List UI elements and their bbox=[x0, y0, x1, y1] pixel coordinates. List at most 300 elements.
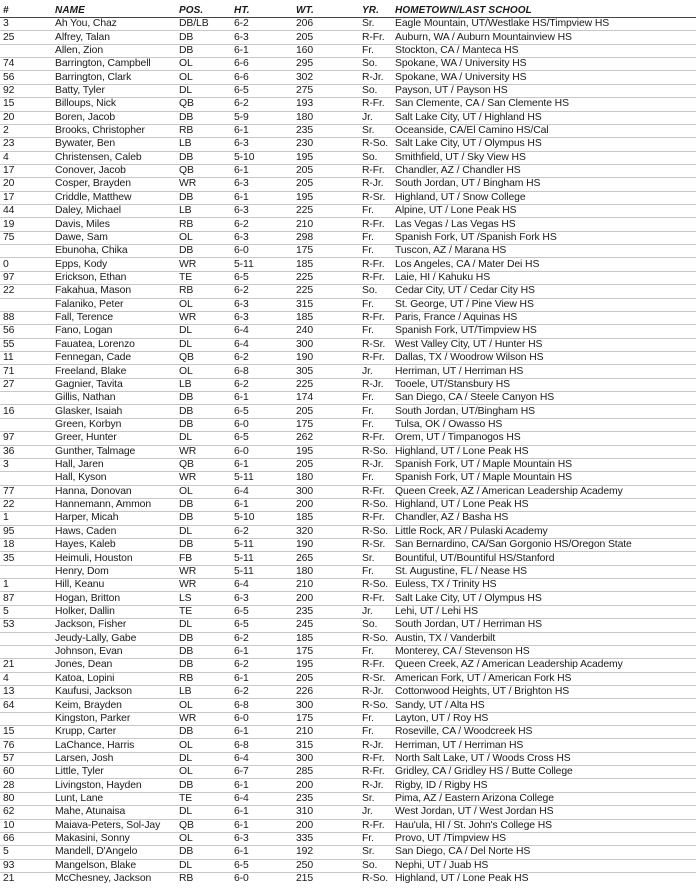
cell-number: 75 bbox=[0, 231, 52, 244]
cell-name: Larsen, Josh bbox=[52, 752, 176, 765]
table-row bbox=[0, 685, 696, 698]
cell-name: Alfrey, Talan bbox=[52, 31, 176, 44]
table-row bbox=[0, 498, 696, 511]
cell-name: Barrington, Clark bbox=[52, 71, 176, 84]
cell-number: 93 bbox=[0, 859, 52, 872]
cell-height: 5-11 bbox=[231, 472, 293, 485]
cell-year: R-Sr. bbox=[359, 539, 392, 552]
cell-position: FB bbox=[176, 552, 231, 565]
cell-height: 5-11 bbox=[231, 258, 293, 271]
cell-number: 18 bbox=[0, 539, 52, 552]
cell-year: R-So. bbox=[359, 525, 392, 538]
cell-number: 5 bbox=[0, 846, 52, 859]
cell-name: Mandell, D'Angelo bbox=[52, 846, 176, 859]
cell-number: 55 bbox=[0, 338, 52, 351]
cell-number: 36 bbox=[0, 445, 52, 458]
cell-number: 66 bbox=[0, 832, 52, 845]
cell-position: WR bbox=[176, 472, 231, 485]
cell-name: McChesney, Jackson bbox=[55, 873, 152, 885]
cell-height: 6-8 bbox=[231, 739, 293, 752]
cell-position: WR bbox=[176, 445, 231, 458]
cell-year: Fr. bbox=[359, 245, 392, 258]
cell-year: R-So. bbox=[359, 498, 392, 511]
cell-position: LB bbox=[176, 138, 231, 151]
cell-height: 6-3 bbox=[231, 138, 293, 151]
cell-height: 6-2 bbox=[231, 659, 293, 672]
cell-hometown: Cottonwood Heights, UT / Brighton HS bbox=[392, 685, 696, 698]
cell-name: Mahe, Atunaisa bbox=[52, 806, 176, 819]
cell-weight: 205 bbox=[293, 405, 359, 418]
cell-height: 6-3 bbox=[231, 832, 293, 845]
cell-year: Fr. bbox=[359, 205, 392, 218]
cell-position: DB/LB bbox=[176, 18, 231, 31]
cell-height: 6-4 bbox=[231, 579, 293, 592]
cell-height: 5-10 bbox=[231, 512, 293, 525]
cell-position: OL bbox=[176, 485, 231, 498]
cell-number: 76 bbox=[0, 739, 52, 752]
cell-height: 6-8 bbox=[231, 699, 293, 712]
cell-position: OL bbox=[176, 71, 231, 84]
cell-position: DL bbox=[176, 752, 231, 765]
cell-hometown: American Fork, UT / American Fork HS bbox=[392, 672, 696, 685]
cell-weight: 305 bbox=[293, 365, 359, 378]
cell-hometown: Queen Creek, AZ / American Leadership Academy bbox=[392, 485, 696, 498]
cell-hometown: San Diego, CA / Del Norte HS bbox=[392, 846, 696, 859]
cell-hometown: Auburn, WA / Auburn Mountainview HS bbox=[392, 31, 696, 44]
cell-hometown: Laie, HI / Kahuku HS bbox=[392, 271, 696, 284]
cell-weight: 300 bbox=[293, 699, 359, 712]
cell-hometown: South Jordan, UT / Herriman HS bbox=[392, 619, 696, 632]
cell-position: LS bbox=[176, 592, 231, 605]
cell-number bbox=[0, 418, 52, 431]
cell-height: 6-2 bbox=[231, 285, 293, 298]
header-number: # bbox=[0, 4, 52, 18]
roster-table bbox=[0, 4, 696, 885]
cell-height: 6-4 bbox=[231, 752, 293, 765]
cell-name: Haws, Caden bbox=[52, 525, 176, 538]
cell-position: DB bbox=[176, 44, 231, 57]
header-row bbox=[0, 4, 696, 18]
table-row bbox=[0, 619, 696, 632]
table-row bbox=[0, 672, 696, 685]
table-row bbox=[0, 699, 696, 712]
cell-hometown: North Salt Lake, UT / Woods Cross HS bbox=[392, 752, 696, 765]
cell-position: DB bbox=[176, 191, 231, 204]
table-row bbox=[0, 138, 696, 151]
cell-name: LaChance, Harris bbox=[52, 739, 176, 752]
cell-year: Sr. bbox=[359, 792, 392, 805]
cell-year: Jr. bbox=[359, 365, 392, 378]
cell-year: R-Jr. bbox=[359, 178, 392, 191]
cell-position: RB bbox=[176, 285, 231, 298]
cell-hometown: Bountiful, UT/Bountiful HS/Stanford bbox=[392, 552, 696, 565]
cell-height: 5-11 bbox=[231, 539, 293, 552]
cell-number: 27 bbox=[0, 378, 52, 391]
cell-number: 16 bbox=[0, 405, 52, 418]
header-weight: WT. bbox=[293, 4, 359, 18]
cell-weight: 225 bbox=[293, 205, 359, 218]
cell-year: So. bbox=[359, 859, 392, 872]
cell-name: Dawe, Sam bbox=[52, 231, 176, 244]
cell-year: Fr. bbox=[359, 712, 392, 725]
cell-number: 4 bbox=[0, 151, 52, 164]
cell-position: LB bbox=[176, 205, 231, 218]
cell-year: R-Fr. bbox=[359, 819, 392, 832]
cell-height: 6-5 bbox=[231, 619, 293, 632]
cell-hometown: Salt Lake City, UT / Highland HS bbox=[392, 111, 696, 124]
table-row bbox=[0, 258, 696, 271]
cell-position: RB bbox=[176, 672, 231, 685]
cell-height: 6-1 bbox=[231, 726, 293, 739]
cell-weight: 180 bbox=[293, 472, 359, 485]
cell-weight: 275 bbox=[293, 84, 359, 97]
cell-weight: 175 bbox=[293, 645, 359, 658]
table-row bbox=[0, 178, 696, 191]
cell-height: 6-0 bbox=[231, 245, 293, 258]
header-hometown: HOMETOWN/LAST SCHOOL bbox=[392, 4, 696, 18]
cell-position: DL bbox=[176, 806, 231, 819]
cell-name: Jones, Dean bbox=[52, 659, 176, 672]
cell-height: 6-8 bbox=[231, 365, 293, 378]
cell-hometown: Spokane, WA / University HS bbox=[392, 71, 696, 84]
cell-year: R-Sr. bbox=[359, 191, 392, 204]
cell-height: 6-3 bbox=[231, 592, 293, 605]
cell-position: QB bbox=[176, 819, 231, 832]
cell-height: 6-0 bbox=[231, 712, 293, 725]
table-row bbox=[0, 792, 696, 805]
cell-number bbox=[0, 645, 52, 658]
cell-position: OL bbox=[176, 832, 231, 845]
cell-year: R-Fr. bbox=[359, 485, 392, 498]
table-row bbox=[0, 392, 696, 405]
cell-hometown: Chandler, AZ / Chandler HS bbox=[392, 164, 696, 177]
table-row bbox=[0, 44, 696, 57]
table-row bbox=[0, 58, 696, 71]
table-row bbox=[0, 806, 696, 819]
cell-year: R-Fr. bbox=[359, 98, 392, 111]
cell-hometown: Payson, UT / Payson HS bbox=[392, 84, 696, 97]
cell-number bbox=[0, 298, 52, 311]
table-row bbox=[0, 539, 696, 552]
cell-name: Gagnier, Tavita bbox=[52, 378, 176, 391]
cell-height: 6-5 bbox=[231, 271, 293, 284]
cell-year: Jr. bbox=[359, 605, 392, 618]
cell-weight: 230 bbox=[293, 138, 359, 151]
cell-height: 6-0 bbox=[231, 445, 293, 458]
cell-weight: 200 bbox=[293, 592, 359, 605]
cell-year: Jr. bbox=[359, 111, 392, 124]
cell-name: Henry, Dom bbox=[52, 565, 176, 578]
cell-name: Jackson, Fisher bbox=[52, 619, 176, 632]
cell-position: DL bbox=[176, 619, 231, 632]
cell-position: DB bbox=[176, 846, 231, 859]
table-row bbox=[0, 565, 696, 578]
cell-position: QB bbox=[176, 164, 231, 177]
cell-position: DL bbox=[176, 525, 231, 538]
cell-weight: 210 bbox=[293, 579, 359, 592]
cell-hometown: Herriman, UT / Herriman HS bbox=[392, 739, 696, 752]
table-row bbox=[0, 365, 696, 378]
table-row bbox=[0, 164, 696, 177]
cell-number: 10 bbox=[0, 819, 52, 832]
cell-position: OL bbox=[176, 58, 231, 71]
cell-name: Ah You, Chaz bbox=[52, 18, 176, 31]
cell-position: QB bbox=[176, 458, 231, 471]
cell-height: 6-3 bbox=[231, 31, 293, 44]
cell-weight: 210 bbox=[293, 218, 359, 231]
cell-year: So. bbox=[359, 619, 392, 632]
table-row bbox=[0, 859, 696, 872]
table-row bbox=[0, 592, 696, 605]
cell-height: 6-5 bbox=[231, 605, 293, 618]
cell-year: R-So. bbox=[359, 699, 392, 712]
cell-number: 77 bbox=[0, 485, 52, 498]
cell-height: 6-2 bbox=[231, 525, 293, 538]
cell-weight: 192 bbox=[293, 846, 359, 859]
cell-height: 6-2 bbox=[231, 351, 293, 364]
cell-hometown: Eagle Mountain, UT/Westlake HS/Timpview HS bbox=[392, 18, 696, 31]
cell-height: 5-10 bbox=[231, 151, 293, 164]
cell-year: R-Fr. bbox=[359, 311, 392, 324]
table-row bbox=[0, 311, 696, 324]
cell-position: DB bbox=[176, 659, 231, 672]
cell-height: 6-5 bbox=[231, 432, 293, 445]
cell-position: DL bbox=[176, 338, 231, 351]
cell-position: DB bbox=[176, 405, 231, 418]
cell-weight: 175 bbox=[293, 712, 359, 725]
cell-year: R-Fr. bbox=[359, 512, 392, 525]
cell-hometown: Cedar City, UT / Cedar City HS bbox=[392, 285, 696, 298]
cell-weight: 193 bbox=[293, 98, 359, 111]
cell-year: Fr. bbox=[359, 325, 392, 338]
cell-name: Hanna, Donovan bbox=[52, 485, 176, 498]
cell-name: Jeudy-Lally, Gabe bbox=[52, 632, 176, 645]
cell-hometown: San Diego, CA / Steele Canyon HS bbox=[392, 392, 696, 405]
cell-name: Katoa, Lopini bbox=[52, 672, 176, 685]
cell-number: 80 bbox=[0, 792, 52, 805]
cell-hometown: Salt Lake City, UT / Olympus HS bbox=[392, 138, 696, 151]
cell-position: OL bbox=[176, 699, 231, 712]
cell-weight: 225 bbox=[293, 285, 359, 298]
cell-name: Kaufusi, Jackson bbox=[52, 685, 176, 698]
cell-weight: 300 bbox=[293, 485, 359, 498]
cell-number: 23 bbox=[0, 138, 52, 151]
cell-hometown: West Valley City, UT / Hunter HS bbox=[392, 338, 696, 351]
cell-weight: 175 bbox=[293, 245, 359, 258]
cell-name: Keim, Brayden bbox=[52, 699, 176, 712]
cell-weight: 205 bbox=[293, 458, 359, 471]
cell-year: Fr. bbox=[359, 645, 392, 658]
cell-number: 3 bbox=[0, 458, 52, 471]
cell-weight: 250 bbox=[293, 859, 359, 872]
cell-name: Hayes, Kaleb bbox=[52, 539, 176, 552]
cell-height: 6-2 bbox=[231, 218, 293, 231]
cell-height: 6-5 bbox=[231, 405, 293, 418]
cell-height: 6-2 bbox=[231, 98, 293, 111]
header-year: YR. bbox=[359, 4, 392, 18]
cell-year: R-Fr. bbox=[359, 31, 392, 44]
cell-name: Daley, Michael bbox=[52, 205, 176, 218]
cell-name: Glasker, Isaiah bbox=[52, 405, 176, 418]
cell-height: 6-7 bbox=[231, 766, 293, 779]
cell-height: 6-2 bbox=[231, 18, 293, 31]
cell-hometown: San Clemente, CA / San Clemente HS bbox=[392, 98, 696, 111]
table-row bbox=[0, 552, 696, 565]
table-row bbox=[0, 271, 696, 284]
cell-height: 6-1 bbox=[231, 191, 293, 204]
cell-year: R-So. bbox=[359, 579, 392, 592]
cell-hometown: Spanish Fork, UT / Maple Mountain HS bbox=[392, 458, 696, 471]
cell-height: 6-4 bbox=[231, 325, 293, 338]
cell-hometown: Provo, UT /Timpview HS bbox=[392, 832, 696, 845]
cell-position: DL bbox=[176, 432, 231, 445]
cell-name: Little, Tyler bbox=[52, 766, 176, 779]
cell-weight: 205 bbox=[293, 672, 359, 685]
cell-position: LB bbox=[176, 685, 231, 698]
cell-weight: 215 bbox=[296, 873, 314, 885]
cell-number: 57 bbox=[0, 752, 52, 765]
cell-hometown: Tuscon, AZ / Marana HS bbox=[392, 245, 696, 258]
cell-name: Green, Korbyn bbox=[52, 418, 176, 431]
cell-name: Epps, Kody bbox=[52, 258, 176, 271]
cell-year: R-Fr. bbox=[359, 218, 392, 231]
cell-year: Fr. bbox=[359, 405, 392, 418]
cell-number: 35 bbox=[0, 552, 52, 565]
cell-name: Allen, Zion bbox=[52, 44, 176, 57]
cell-name: Conover, Jacob bbox=[52, 164, 176, 177]
cell-name: Cosper, Brayden bbox=[52, 178, 176, 191]
cell-name: Johnson, Evan bbox=[52, 645, 176, 658]
cell-hometown: Chandler, AZ / Basha HS bbox=[392, 512, 696, 525]
cell-number: 88 bbox=[0, 311, 52, 324]
cell-number: 1 bbox=[0, 512, 52, 525]
cell-position: DB bbox=[176, 31, 231, 44]
cell-name: Fakahua, Mason bbox=[52, 285, 176, 298]
cell-height: 6-1 bbox=[231, 124, 293, 137]
cell-number: 22 bbox=[0, 498, 52, 511]
cell-year: R-Fr. bbox=[359, 258, 392, 271]
roster-body bbox=[0, 18, 696, 886]
cell-year: Jr. bbox=[359, 806, 392, 819]
cell-hometown: Las Vegas / Las Vegas HS bbox=[392, 218, 696, 231]
cell-position: LB bbox=[176, 378, 231, 391]
cell-name: Fano, Logan bbox=[52, 325, 176, 338]
cell-year: Fr. bbox=[359, 472, 392, 485]
cell-height: 6-3 bbox=[231, 298, 293, 311]
cell-weight: 298 bbox=[293, 231, 359, 244]
table-row bbox=[0, 832, 696, 845]
roster-header bbox=[0, 4, 696, 18]
cell-weight: 190 bbox=[293, 351, 359, 364]
cell-hometown: St. Augustine, FL / Nease HS bbox=[392, 565, 696, 578]
cell-number: 62 bbox=[0, 806, 52, 819]
cell-hometown: West Jordan, UT / West Jordan HS bbox=[392, 806, 696, 819]
cell-year: R-Jr. bbox=[359, 685, 392, 698]
cell-hometown: South Jordan, UT / Bingham HS bbox=[392, 178, 696, 191]
cell-number bbox=[0, 565, 52, 578]
cell-hometown: Los Angeles, CA / Mater Dei HS bbox=[392, 258, 696, 271]
cell-number: 60 bbox=[0, 766, 52, 779]
cell-weight: 295 bbox=[293, 58, 359, 71]
cell-number: 13 bbox=[0, 685, 52, 698]
cell-height: 6-3 bbox=[231, 231, 293, 244]
cell-number: 11 bbox=[0, 351, 52, 364]
cell-height: 6-1 bbox=[231, 164, 293, 177]
cell-position: WR bbox=[176, 579, 231, 592]
cell-number bbox=[0, 632, 52, 645]
cell-name: Barrington, Campbell bbox=[52, 58, 176, 71]
cell-year: R-Fr. bbox=[359, 752, 392, 765]
table-row bbox=[0, 285, 696, 298]
cell-hometown: Queen Creek, AZ / American Leadership Academy bbox=[392, 659, 696, 672]
cell-year: R-Fr. bbox=[359, 592, 392, 605]
cell-height: 6-0 bbox=[231, 418, 293, 431]
cell-weight: 300 bbox=[293, 752, 359, 765]
cell-height: 6-1 bbox=[231, 44, 293, 57]
cell-hometown: Stockton, CA / Manteca HS bbox=[392, 44, 696, 57]
cell-height: 6-1 bbox=[231, 392, 293, 405]
cell-year: Fr. bbox=[359, 44, 392, 57]
cell-weight: 206 bbox=[293, 18, 359, 31]
cell-position: RB bbox=[176, 218, 231, 231]
cell-weight: 302 bbox=[293, 71, 359, 84]
table-row bbox=[0, 245, 696, 258]
cell-position: TE bbox=[176, 605, 231, 618]
cell-height: 6-6 bbox=[231, 58, 293, 71]
cell-hometown: Euless, TX / Trinity HS bbox=[392, 579, 696, 592]
cell-number: 28 bbox=[0, 779, 52, 792]
cell-height: 6-3 bbox=[231, 178, 293, 191]
cell-name: Harper, Micah bbox=[52, 512, 176, 525]
cell-name: Holker, Dallin bbox=[52, 605, 176, 618]
table-row bbox=[0, 98, 696, 111]
table-row bbox=[0, 338, 696, 351]
cell-name: Fall, Terence bbox=[52, 311, 176, 324]
cell-weight: 310 bbox=[293, 806, 359, 819]
table-row bbox=[0, 605, 696, 618]
table-row bbox=[0, 418, 696, 431]
table-row bbox=[0, 84, 696, 97]
cell-hometown: Highland, UT / Lone Peak HS bbox=[392, 445, 696, 458]
cell-position: DB bbox=[176, 392, 231, 405]
cell-year: R-Sr. bbox=[359, 672, 392, 685]
table-row bbox=[0, 445, 696, 458]
cell-number: 5 bbox=[0, 605, 52, 618]
cell-position: DB bbox=[176, 512, 231, 525]
cell-weight: 245 bbox=[293, 619, 359, 632]
cell-name: Freeland, Blake bbox=[52, 365, 176, 378]
cell-position: DB bbox=[176, 151, 231, 164]
table-row bbox=[0, 151, 696, 164]
cell-name: Hogan, Britton bbox=[52, 592, 176, 605]
cell-name: Kingston, Parker bbox=[52, 712, 176, 725]
cell-position: OL bbox=[176, 231, 231, 244]
cell-number: 71 bbox=[0, 365, 52, 378]
cell-height: 6-1 bbox=[231, 846, 293, 859]
cell-number: 97 bbox=[0, 432, 52, 445]
cell-year: Sr. bbox=[359, 846, 392, 859]
cell-weight: 185 bbox=[293, 311, 359, 324]
cell-number: 64 bbox=[0, 699, 52, 712]
cell-name: Hall, Kyson bbox=[52, 472, 176, 485]
cell-height: 6-2 bbox=[231, 378, 293, 391]
cell-year: So. bbox=[359, 151, 392, 164]
cell-number: 87 bbox=[0, 592, 52, 605]
cell-year: So. bbox=[359, 58, 392, 71]
cell-weight: 285 bbox=[293, 766, 359, 779]
cell-number: 56 bbox=[0, 71, 52, 84]
cell-weight: 235 bbox=[293, 605, 359, 618]
